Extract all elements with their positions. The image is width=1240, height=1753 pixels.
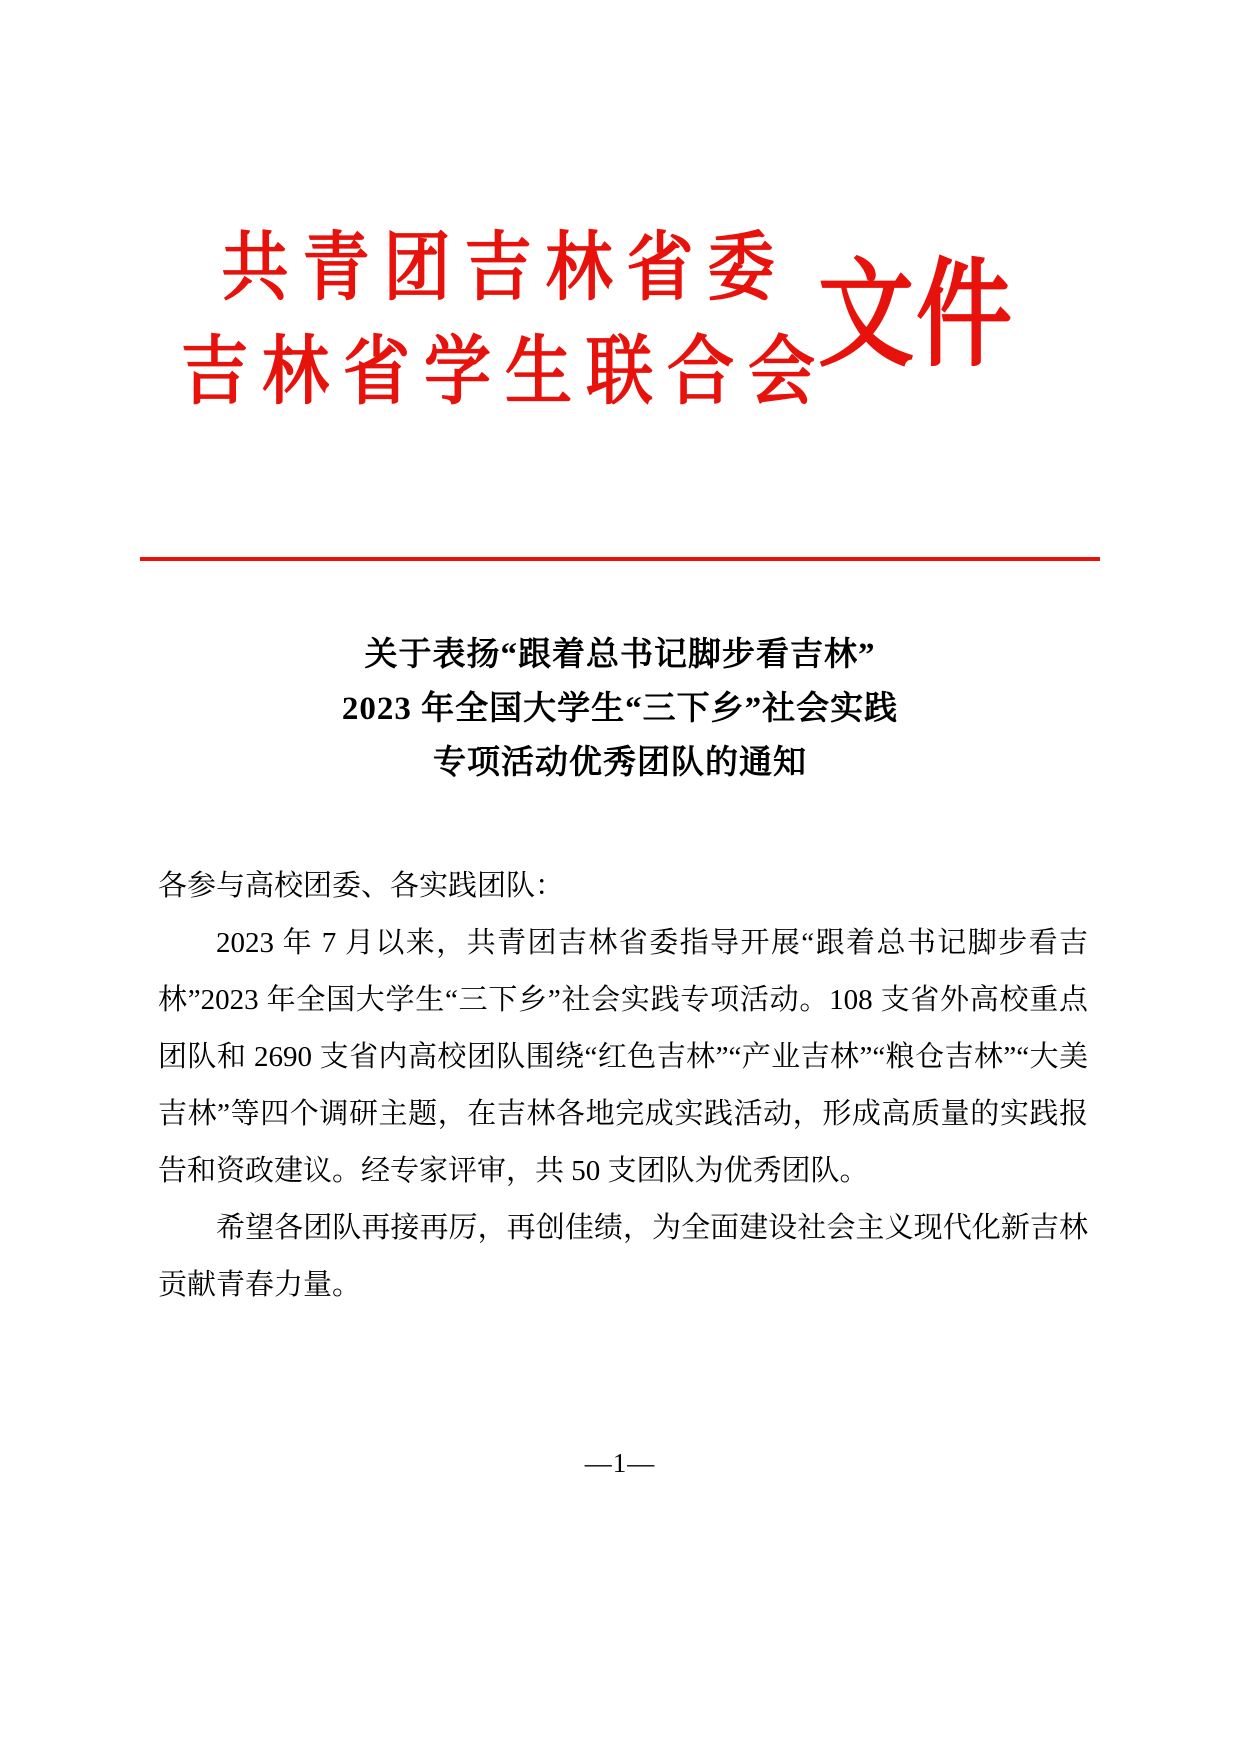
body-paragraph-2: 希望各团队再接再厉，再创佳绩，为全面建设社会主义现代化新吉林贡献青春力量。 — [158, 1212, 1088, 1301]
masthead — [0, 210, 1240, 470]
page-number: —1— — [584, 1448, 656, 1478]
title-line-3: 专项活动优秀团队的通知 — [433, 745, 807, 781]
salutation: 各参与高校团委、各实践团队： — [158, 870, 565, 902]
masthead-organization-lines — [155, 210, 855, 418]
title-line-2: 2023 年全国大学生“三下乡”社会实践 — [341, 691, 899, 727]
title-line-1: 关于表扬“跟着总书记脚步看吉林” — [364, 637, 876, 673]
page-title — [170, 628, 1070, 790]
red-divider — [140, 557, 1100, 561]
document-body — [158, 858, 1088, 1314]
body-paragraph-1: 2023 年 7 月以来，共青团吉林省委指导开展“跟着总书记脚步看吉林”2023 年全国大学生“三下乡”社会实践专项活动。108 支省外高校重点团队和 2690 支省内高校团队围绕“红色吉林”“产业吉林”“粮仓吉林”“大美吉林”等四个调研主题，在吉林各地完成实践活动，形成高质量的实践报告和资政建议。经专家评审，共 50 支团队为优秀团队。 — [158, 927, 1088, 1187]
masthead-line-2: 吉林省学生联合会 — [181, 330, 829, 414]
masthead-line-1: 共青团吉林省委 — [221, 226, 789, 310]
masthead-document-word: 文件 — [818, 250, 1014, 381]
